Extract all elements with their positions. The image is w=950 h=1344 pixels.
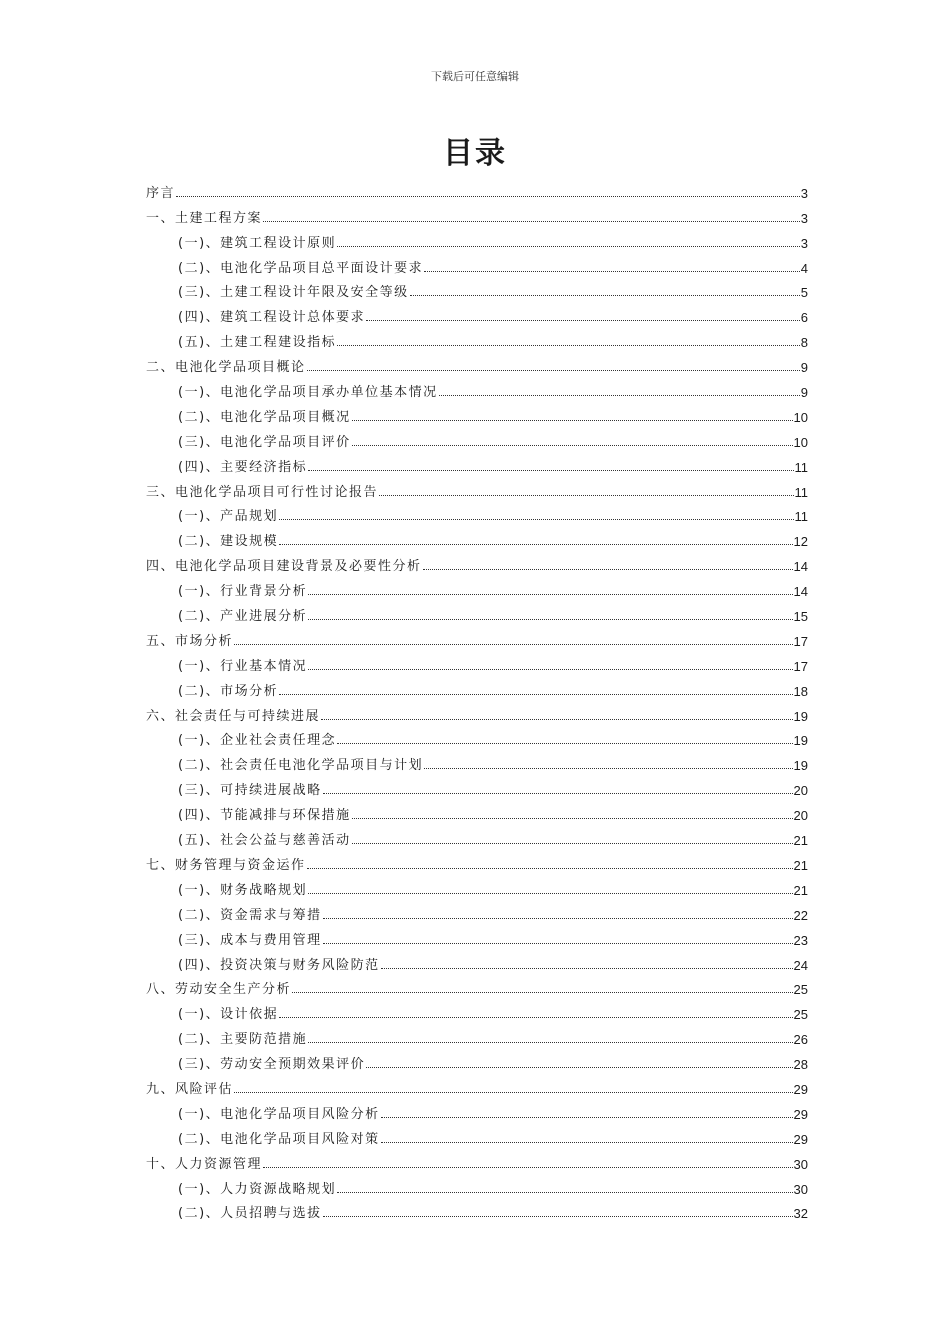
toc-entry-label: (一)、行业背景分析 <box>178 584 308 600</box>
toc-entry-page-number: 19 <box>793 733 808 749</box>
toc-entry-label: (五)、社会公益与慈善活动 <box>178 833 351 849</box>
toc-entry-label: (三)、劳动安全预期效果评价 <box>178 1057 366 1073</box>
toc-entry[interactable] <box>146 226 808 251</box>
toc-entry-label: (一)、财务战略规划 <box>178 882 308 898</box>
toc-dot-leader <box>176 196 800 197</box>
toc-entry-label: 三、电池化学品项目可行性讨论报告 <box>146 484 379 500</box>
toc-dot-leader <box>352 818 793 819</box>
toc-entry-label: (一)、行业基本情况 <box>178 658 308 674</box>
toc-dot-leader <box>279 519 793 520</box>
toc-dot-leader <box>381 1142 793 1143</box>
toc-entry-page-number: 24 <box>793 957 808 973</box>
toc-entry-label: (二)、主要防范措施 <box>178 1032 308 1048</box>
page-title: 目录 <box>443 136 507 171</box>
toc-entry-label: (二)、市场分析 <box>178 683 279 699</box>
toc-entry-label: (一)、设计依据 <box>178 1007 279 1023</box>
toc-entry[interactable] <box>146 1197 808 1222</box>
toc-entry-label: (二)、电池化学品项目风险对策 <box>178 1131 380 1147</box>
toc-entry[interactable] <box>146 1122 808 1147</box>
toc-entry[interactable] <box>146 649 808 674</box>
toc-entry-page-number: 21 <box>793 882 808 898</box>
toc-entry-page-number: 23 <box>793 932 808 948</box>
toc-entry[interactable] <box>146 973 808 998</box>
toc-dot-leader <box>381 968 793 969</box>
toc-entry-page-number: 11 <box>794 459 808 475</box>
toc-dot-leader <box>352 445 793 446</box>
toc-entry[interactable] <box>146 748 808 773</box>
toc-entry[interactable] <box>146 1072 808 1097</box>
toc-entry[interactable] <box>146 549 808 574</box>
toc-dot-leader <box>323 793 793 794</box>
toc-entry-page-number: 9 <box>800 360 808 376</box>
toc-entry[interactable] <box>146 524 808 549</box>
toc-entry[interactable] <box>146 873 808 898</box>
toc-entry[interactable] <box>146 823 808 848</box>
toc-entry-page-number: 6 <box>800 310 808 326</box>
toc-entry-page-number: 28 <box>793 1057 808 1073</box>
toc-entry[interactable] <box>146 599 808 624</box>
toc-entry-label: 一、土建工程方案 <box>146 210 263 226</box>
toc-entry-page-number: 29 <box>793 1131 808 1147</box>
toc-entry-page-number: 21 <box>793 833 808 849</box>
toc-dot-leader <box>337 743 792 744</box>
toc-dot-leader <box>366 1067 792 1068</box>
toc-entry[interactable] <box>146 350 808 375</box>
toc-entry[interactable] <box>146 1147 808 1172</box>
toc-dot-leader <box>323 943 793 944</box>
toc-entry-page-number: 26 <box>793 1032 808 1048</box>
toc-entry-page-number: 3 <box>800 235 808 251</box>
toc-entry[interactable] <box>146 1047 808 1072</box>
toc-entry[interactable] <box>146 898 808 923</box>
toc-dot-leader <box>321 719 793 720</box>
toc-entry-page-number: 14 <box>793 584 808 600</box>
toc-entry[interactable] <box>146 500 808 525</box>
toc-dot-leader <box>352 843 793 844</box>
toc-dot-leader <box>279 544 792 545</box>
toc-entry[interactable] <box>146 773 808 798</box>
toc-entry-label: (四)、主要经济指标 <box>178 459 308 475</box>
toc-dot-leader <box>263 221 800 222</box>
toc-entry[interactable] <box>146 1172 808 1197</box>
toc-entry-label: (二)、电池化学品项目概况 <box>178 409 351 425</box>
toc-entry-page-number: 12 <box>793 534 808 550</box>
toc-entry[interactable] <box>146 1097 808 1122</box>
toc-entry-page-number: 10 <box>793 409 808 425</box>
toc-entry-label: 五、市场分析 <box>146 633 234 649</box>
toc-entry[interactable] <box>146 997 808 1022</box>
toc-entry-label: (二)、资金需求与筹措 <box>178 907 322 923</box>
toc-entry-label: (二)、人员招聘与选拔 <box>178 1206 322 1222</box>
toc-entry-page-number: 25 <box>793 982 808 998</box>
toc-dot-leader <box>307 370 800 371</box>
toc-dot-leader <box>263 1167 793 1168</box>
toc-entry-page-number: 17 <box>793 658 808 674</box>
toc-entry-label: 四、电池化学品项目建设背景及必要性分析 <box>146 559 422 575</box>
toc-entry[interactable] <box>146 848 808 873</box>
toc-entry-label: 七、财务管理与资金运作 <box>146 857 306 873</box>
toc-dot-leader <box>337 1192 792 1193</box>
toc-entry[interactable] <box>146 948 808 973</box>
toc-dot-leader <box>379 495 793 496</box>
toc-dot-leader <box>424 271 800 272</box>
toc-entry-page-number: 21 <box>793 857 808 873</box>
toc-entry-page-number: 4 <box>800 260 808 276</box>
toc-entry[interactable] <box>146 798 808 823</box>
toc-entry-page-number: 20 <box>793 783 808 799</box>
toc-entry-page-number: 18 <box>793 683 808 699</box>
toc-dot-leader <box>234 644 793 645</box>
toc-entry[interactable] <box>146 276 808 301</box>
toc-entry-page-number: 32 <box>793 1206 808 1222</box>
toc-entry-label: (五)、土建工程建设指标 <box>178 335 337 351</box>
toc-dot-leader <box>308 594 792 595</box>
toc-entry-page-number: 20 <box>793 808 808 824</box>
toc-entry-page-number: 25 <box>793 1007 808 1023</box>
toc-entry-page-number: 29 <box>793 1106 808 1122</box>
toc-entry[interactable] <box>146 176 808 201</box>
toc-entry[interactable] <box>146 400 808 425</box>
toc-entry-page-number: 3 <box>800 210 808 226</box>
toc-dot-leader <box>323 1216 793 1217</box>
toc-entry-label: (二)、电池化学品项目总平面设计要求 <box>178 260 424 276</box>
toc-entry-page-number: 8 <box>800 335 808 351</box>
toc-entry-label: (四)、投资决策与财务风险防范 <box>178 957 380 973</box>
toc-entry-label: 八、劳动安全生产分析 <box>146 982 292 998</box>
toc-entry-page-number: 19 <box>793 708 808 724</box>
toc-entry-label: (三)、可持续进展战略 <box>178 783 322 799</box>
toc-entry-page-number: 5 <box>800 285 808 301</box>
toc-entry-label: 序言 <box>146 185 176 201</box>
toc-entry-page-number: 29 <box>793 1081 808 1097</box>
toc-dot-leader <box>381 1117 793 1118</box>
toc-entry-label: 六、社会责任与可持续进展 <box>146 708 321 724</box>
toc-dot-leader <box>323 918 793 919</box>
toc-dot-leader <box>292 992 793 993</box>
toc-entry[interactable] <box>146 475 808 500</box>
toc-entry-page-number: 30 <box>793 1181 808 1197</box>
toc-entry-label: (一)、建筑工程设计原则 <box>178 235 337 251</box>
toc-entry[interactable] <box>146 674 808 699</box>
toc-dot-leader <box>308 470 793 471</box>
toc-entry-label: 二、电池化学品项目概论 <box>146 360 306 376</box>
toc-dot-leader <box>308 669 792 670</box>
toc-dot-leader <box>308 1042 792 1043</box>
toc-entry[interactable] <box>146 450 808 475</box>
toc-entry-page-number: 11 <box>794 509 808 525</box>
toc-entry-label: (三)、土建工程设计年限及安全等级 <box>178 285 409 301</box>
toc-entry-label: (二)、建设规模 <box>178 534 279 550</box>
toc-entry-label: 十、人力资源管理 <box>146 1156 263 1172</box>
table-of-contents <box>146 176 808 1221</box>
toc-entry-label: (三)、电池化学品项目评价 <box>178 434 351 450</box>
toc-entry-label: (三)、成本与费用管理 <box>178 932 322 948</box>
toc-entry[interactable] <box>146 201 808 226</box>
toc-entry[interactable] <box>146 325 808 350</box>
toc-entry-label: (一)、电池化学品项目承办单位基本情况 <box>178 385 438 401</box>
toc-dot-leader <box>337 246 800 247</box>
toc-dot-leader <box>366 320 800 321</box>
toc-entry-label: (四)、建筑工程设计总体要求 <box>178 310 366 326</box>
toc-entry-page-number: 14 <box>793 559 808 575</box>
toc-entry[interactable] <box>146 624 808 649</box>
toc-entry-label: (一)、电池化学品项目风险分析 <box>178 1106 380 1122</box>
toc-entry-page-number: 3 <box>800 185 808 201</box>
toc-dot-leader <box>308 893 792 894</box>
toc-entry-label: (四)、节能减排与环保措施 <box>178 808 351 824</box>
toc-entry[interactable] <box>146 923 808 948</box>
toc-dot-leader <box>424 768 792 769</box>
toc-dot-leader <box>307 868 793 869</box>
toc-dot-leader <box>423 569 793 570</box>
toc-entry-page-number: 9 <box>800 385 808 401</box>
toc-entry-label: (二)、社会责任电池化学品项目与计划 <box>178 758 424 774</box>
toc-dot-leader <box>279 694 792 695</box>
toc-entry[interactable] <box>146 574 808 599</box>
toc-entry-label: (二)、产业进展分析 <box>178 609 308 625</box>
toc-entry-page-number: 15 <box>793 609 808 625</box>
toc-entry[interactable] <box>146 699 808 724</box>
toc-entry-page-number: 22 <box>793 907 808 923</box>
toc-entry-page-number: 17 <box>793 633 808 649</box>
toc-dot-leader <box>352 420 793 421</box>
toc-entry-label: (一)、人力资源战略规划 <box>178 1181 337 1197</box>
toc-entry-page-number: 11 <box>794 484 808 500</box>
toc-entry-page-number: 10 <box>793 434 808 450</box>
toc-dot-leader <box>439 395 800 396</box>
toc-dot-leader <box>279 1017 792 1018</box>
toc-dot-leader <box>308 619 792 620</box>
toc-entry-label: 九、风险评估 <box>146 1081 234 1097</box>
toc-dot-leader <box>337 345 800 346</box>
toc-entry-page-number: 30 <box>793 1156 808 1172</box>
page-header: 下载后可任意编辑 <box>431 70 519 83</box>
toc-dot-leader <box>234 1092 793 1093</box>
toc-entry[interactable] <box>146 425 808 450</box>
toc-entry[interactable] <box>146 251 808 276</box>
toc-dot-leader <box>410 295 800 296</box>
toc-entry-page-number: 19 <box>793 758 808 774</box>
toc-entry[interactable] <box>146 724 808 749</box>
toc-entry[interactable] <box>146 300 808 325</box>
toc-entry[interactable] <box>146 375 808 400</box>
toc-entry-label: (一)、产品规划 <box>178 509 279 525</box>
toc-entry[interactable] <box>146 1022 808 1047</box>
toc-entry-label: (一)、企业社会责任理念 <box>178 733 337 749</box>
